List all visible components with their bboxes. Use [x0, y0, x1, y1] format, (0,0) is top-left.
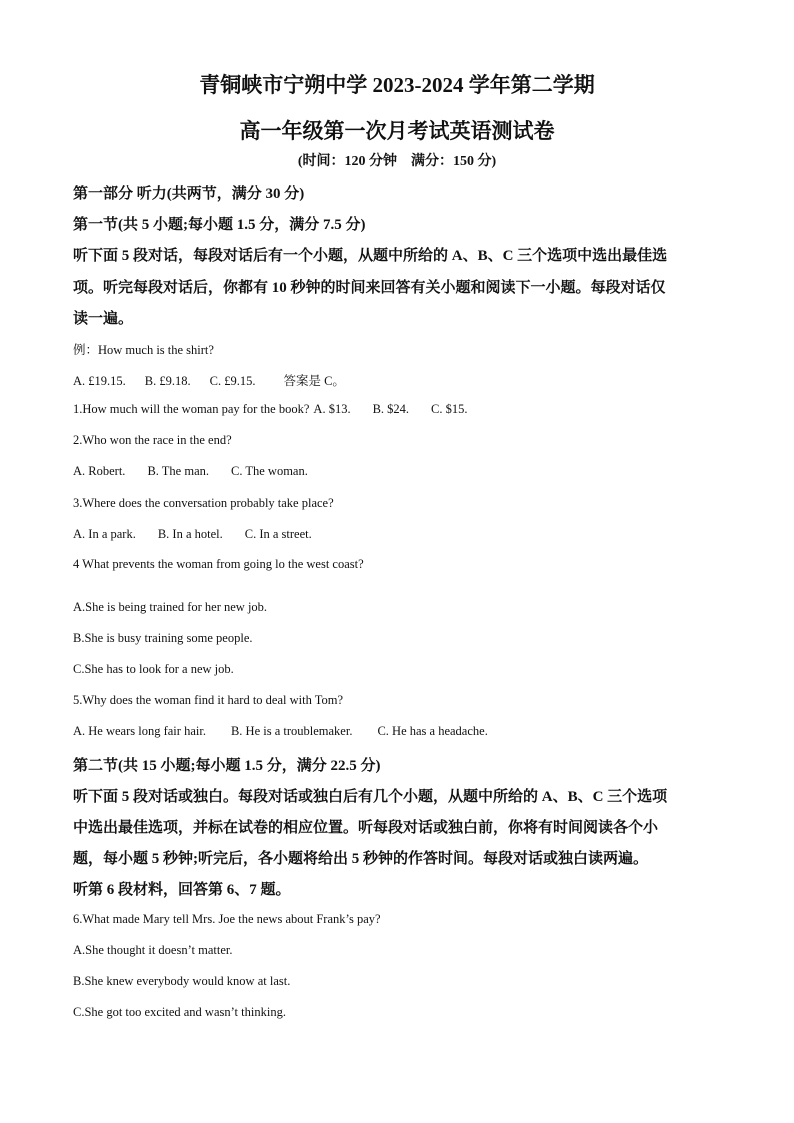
option-c: C. In a street. [244, 527, 312, 541]
question-2-options [73, 464, 308, 479]
question-4: 4 What prevents the woman from going lo the west coast? [73, 557, 364, 571]
option-b: B. £9.18. [144, 374, 191, 388]
option-a: A. $13. [313, 402, 351, 416]
section2-instruction-line: 题，每小题 5 秒钟;听完后，各小题将给出 5 秒钟的作答时间。每段对话或独白读两遍。 [73, 851, 648, 867]
option-a: A. £19.15. [73, 374, 126, 388]
question-3-options [73, 527, 312, 542]
section2-heading: 第二节(共 15 小题;每小题 1.5 分，满分 22.5 分) [73, 758, 381, 774]
time-score-info: (时间：120 分钟 满分：150 分) [297, 154, 497, 169]
option-c: C. $15. [431, 402, 468, 416]
option-b: B. In a hotel. [157, 527, 223, 541]
part1-heading: 第一部分 听力(共两节，满分 30 分) [73, 186, 305, 202]
question-6-option-b: B.She knew everybody would know at last. [73, 974, 291, 988]
section1-instruction-line: 读一遍。 [73, 311, 134, 327]
section2-instruction-line: 中选出最佳选项，并标在试卷的相应位置。听每段对话或独白前，你将有时间阅读各个小 [73, 820, 659, 836]
material-6-instruction: 听第 6 段材料，回答第 6、7 题。 [73, 882, 291, 898]
section1-instruction-line: 项。听完每段对话后，你都有 10 秒钟的时间来回答有关小题和阅读下一小题。每段对话仅 [73, 280, 666, 296]
question-6-option-c: C.She got too excited and wasn’t thinking. [73, 1005, 286, 1019]
question-5: 5.Why does the woman find it hard to deal with Tom? [73, 693, 344, 707]
option-c: C. He has a headache. [377, 724, 488, 738]
example-answer: 答案是 C。 [283, 374, 345, 388]
question-2: 2.Who won the race in the end? [73, 433, 232, 447]
question-text: 1.How much will the woman pay for the book? [73, 402, 310, 416]
section1-heading: 第一节(共 5 小题;每小题 1.5 分，满分 7.5 分) [73, 217, 366, 233]
option-b: B. He is a troublemaker. [230, 724, 353, 738]
question-6: 6.What made Mary tell Mrs. Joe the news about Frank’s pay? [73, 912, 381, 926]
example-question: 例：How much is the shirt? [73, 343, 214, 357]
question-5-options [73, 724, 488, 739]
option-b: B. The man. [147, 464, 210, 478]
section1-instruction-line: 听下面 5 段对话，每段对话后有一个小题，从题中所给的 A、B、C 三个选项中选出最佳选 [73, 248, 668, 264]
question-3: 3.Where does the conversation probably take place? [73, 496, 334, 510]
question-4-option-a: A.She is being trained for her new job. [73, 600, 268, 614]
question-1 [73, 402, 468, 417]
option-a: A. In a park. [73, 527, 136, 541]
question-4-option-b: B.She is busy training some people. [73, 631, 253, 645]
exam-title-line1: 青铜峡市宁朔中学 2023-2024 学年第二学期 [199, 73, 595, 97]
question-4-option-c: C.She has to look for a new job. [73, 662, 234, 676]
option-b: B. $24. [372, 402, 410, 416]
option-a: A. Robert. [73, 464, 126, 478]
option-c: C. The woman. [231, 464, 308, 478]
example-options [73, 371, 345, 389]
section2-instruction-line: 听下面 5 段对话或独白。每段对话或独白后有几个小题，从题中所给的 A、B、C 三个选项 [73, 789, 668, 805]
question-6-option-a: A.She thought it doesn’t matter. [73, 943, 233, 957]
option-c: C. £9.15. [209, 374, 256, 388]
option-a: A. He wears long fair hair. [73, 724, 206, 738]
exam-title-line2: 高一年级第一次月考试英语测试卷 [239, 119, 555, 143]
